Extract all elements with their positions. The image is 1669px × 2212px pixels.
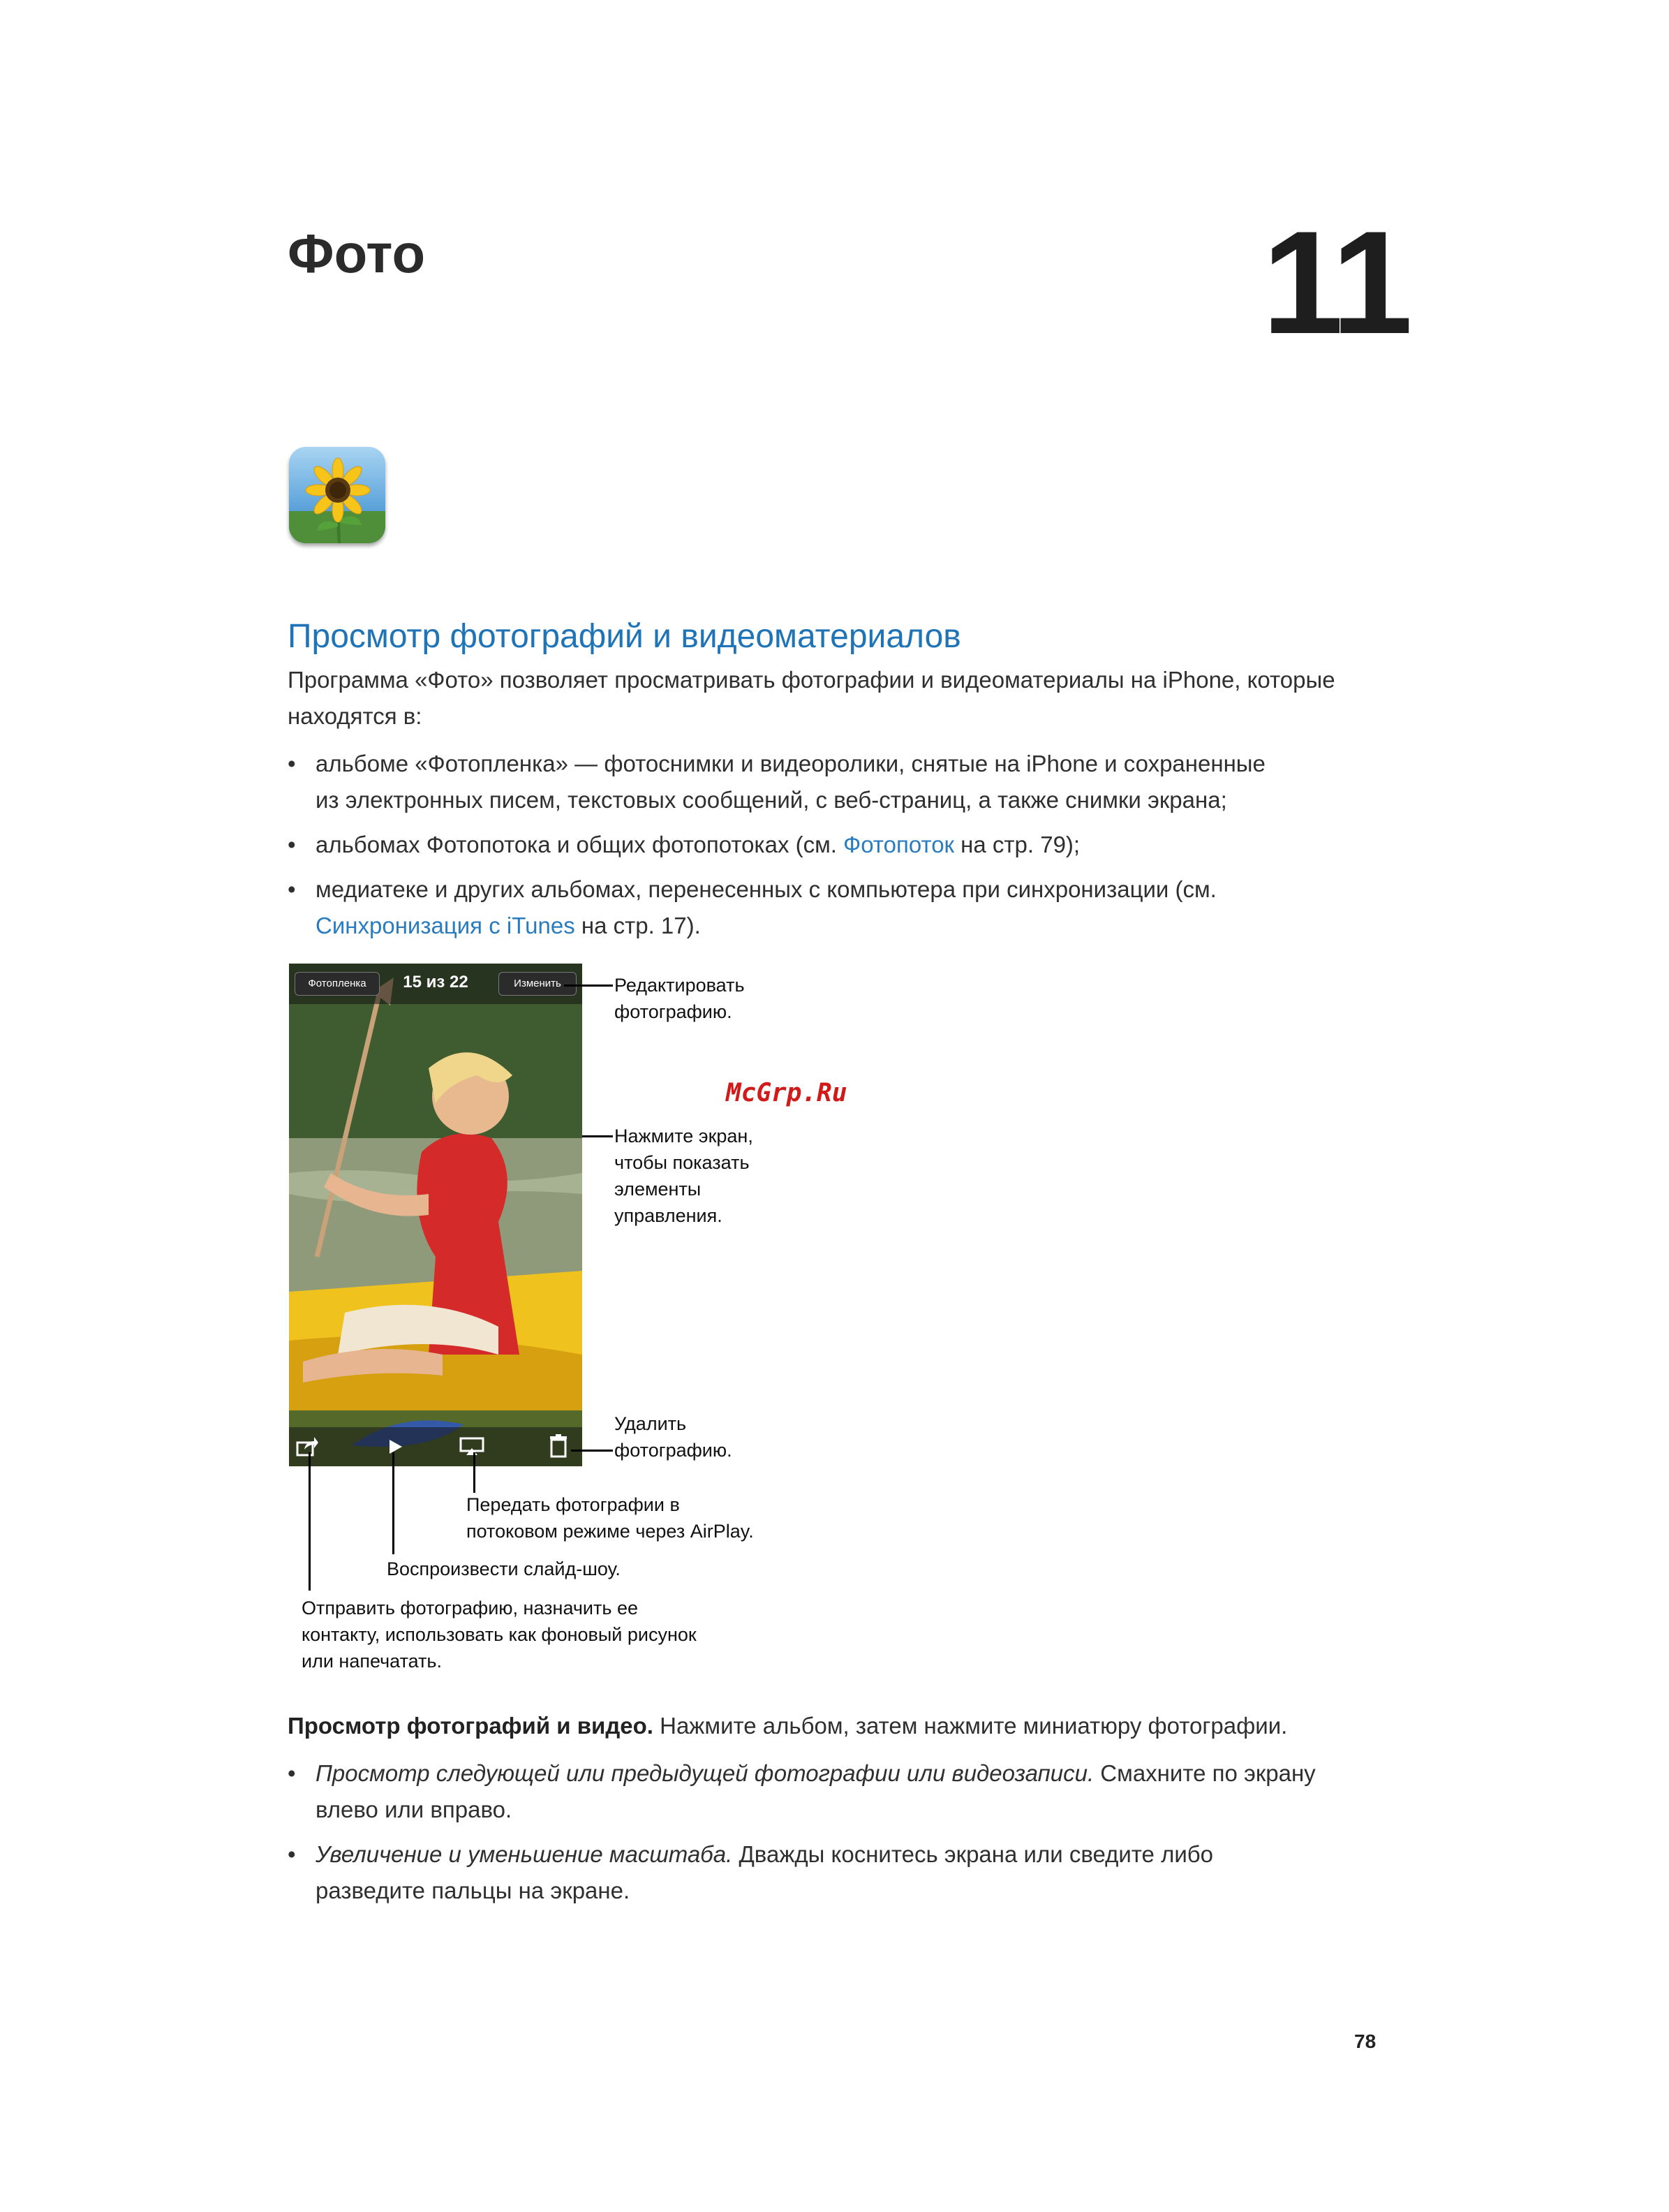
- airplay-icon[interactable]: [459, 1437, 484, 1457]
- edit-button[interactable]: Изменить: [498, 972, 577, 996]
- trash-icon[interactable]: [549, 1434, 568, 1458]
- view-tips-list: [288, 1755, 1404, 1917]
- callout-airplay: Передать фотографии в потоковом режиме через AirPlay.: [466, 1494, 754, 1542]
- list-item: • Увеличение и уменьшение масштаба. Дважды коснитесь экрана или сведите либо разведите пальцы на экране.: [288, 1841, 1214, 1903]
- section-heading: Просмотр фотографий и видеоматериалов: [288, 618, 961, 655]
- back-button[interactable]: Фотопленка: [295, 972, 380, 996]
- view-paragraph: Просмотр фотографий и видео. Нажмите альбом, затем нажмите миниатюру фотографии.: [288, 1713, 1288, 1739]
- itunes-sync-link[interactable]: Синхронизация с iTunes: [316, 913, 575, 938]
- callout-line-tap: [582, 1135, 613, 1137]
- photos-app-icon: [289, 447, 385, 543]
- callout-line-slideshow: [392, 1452, 394, 1554]
- list-item: • альбомах Фотопотока и общих фотопотоках (см. Фотопоток на стр. 79);: [288, 832, 1081, 857]
- photostream-link[interactable]: Фотопоток: [843, 832, 954, 857]
- callout-line-edit: [564, 985, 613, 987]
- callout-line-delete: [571, 1450, 613, 1452]
- callout-slideshow: Воспроизвести слайд-шоу.: [387, 1558, 621, 1579]
- callout-tap: Нажмите экран, чтобы показать элементы управления.: [614, 1126, 753, 1226]
- list-item: • медиатеке и других альбомах, перенесенных с компьютера при синхронизации (см. Синхронизация с iTunes на стр. 17).: [288, 876, 1217, 938]
- chapter-title: Фото: [288, 223, 426, 284]
- share-icon[interactable]: [295, 1436, 320, 1458]
- photo-viewer-screenshot: [289, 964, 582, 1466]
- callout-line-airplay: [473, 1452, 475, 1493]
- page-number: 78: [1354, 2030, 1377, 2052]
- play-icon[interactable]: [385, 1437, 405, 1457]
- watermark: McGrp.Ru: [726, 1079, 847, 1107]
- callout-line-share: [309, 1452, 311, 1591]
- callout-share: Отправить фотографию, назначить ее контакту, использовать как фоновый рисунок или напечатать.: [302, 1598, 697, 1672]
- photo-counter: 15 из 22: [403, 973, 468, 991]
- intro-paragraph: Программа «Фото» позволяет просматривать фотографии и видеоматериалы на iPhone, которые находятся в:: [288, 667, 1335, 729]
- callout-delete: Удалить фотографию.: [614, 1413, 732, 1461]
- list-item: • альбоме «Фотопленка» — фотоснимки и видеоролики, снятые на iPhone и сохраненные из электронных писем, текстовых сообщений, с веб-страниц, а также снимки экрана;: [288, 751, 1266, 813]
- list-item: • Просмотр следующей или предыдущей фотографии или видеозаписи. Смахните по экрану влево или вправо.: [288, 1760, 1316, 1822]
- location-list: [288, 746, 1404, 952]
- callout-edit: Редактировать фотографию.: [614, 975, 745, 1022]
- chapter-number: 11: [1262, 200, 1409, 364]
